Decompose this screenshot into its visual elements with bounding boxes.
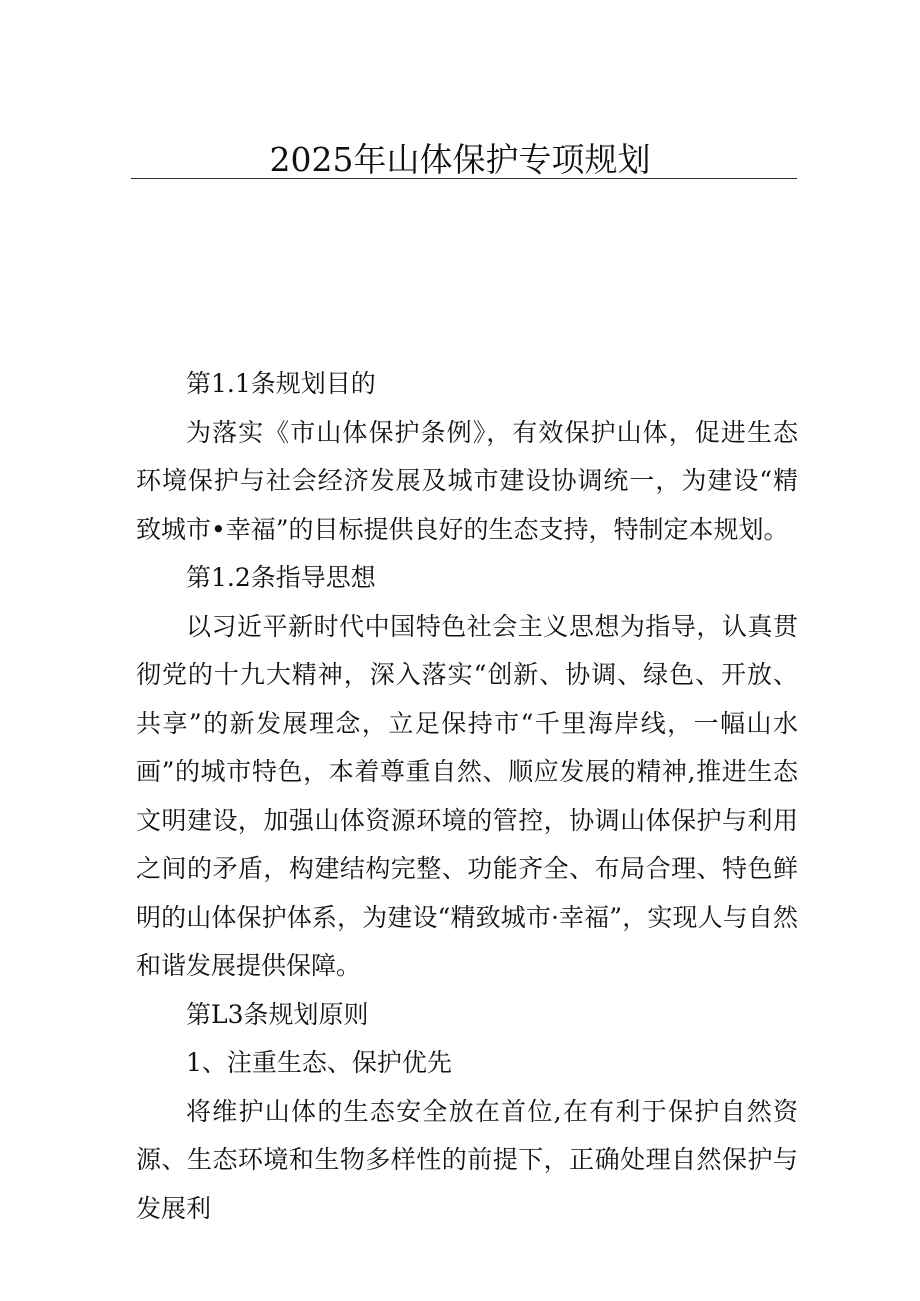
paragraph-principle-1: 将维护山体的生态安全放在首位,在有利于保护自然资源、生态环境和生物多样性的前提下，正确处理自然保护与发展利: [136, 1096, 798, 1223]
paragraph-guiding-ideology: 以习近平新时代中国特色社会主义思想为指导，认真贯彻党的十九大精神，深入落实“创新、协调、绿色、开放、共享”的新发展理念，立足保持市“千里海岸线，一幅山水画”的城市特色，本着尊重自然、顺应发展的精神,推进生态文明建设，加强山体资源环境的管控，协调山体保护与利用之间的矛盾，构建结构完整、功能齐全、布局合理、特色鲜明的山体保护体系，为建设“精致城市·幸福”，实现人与自然和谐发展提供保障。: [136, 611, 798, 980]
section-heading-1-1: 第1.1条规划目的: [186, 369, 376, 398]
section-heading-1-3: 第L3条规划原则: [186, 999, 369, 1029]
document-body: [136, 360, 798, 1233]
document-title: 2025年山体保护专项规划: [269, 140, 651, 179]
title-underline: [131, 178, 797, 179]
section-heading-1-2: 第1.2条指导思想: [186, 563, 376, 592]
paragraph-purpose: 为落实《市山体保护条例》，有效保护山体，促进生态环境保护与社会经济发展及城市建设协调统一，为建设“精致城市•幸福”的目标提供良好的生态支持，特制定本规划。: [136, 417, 798, 544]
principle-heading-1: 1、注重生态、保护优先: [186, 1048, 452, 1077]
